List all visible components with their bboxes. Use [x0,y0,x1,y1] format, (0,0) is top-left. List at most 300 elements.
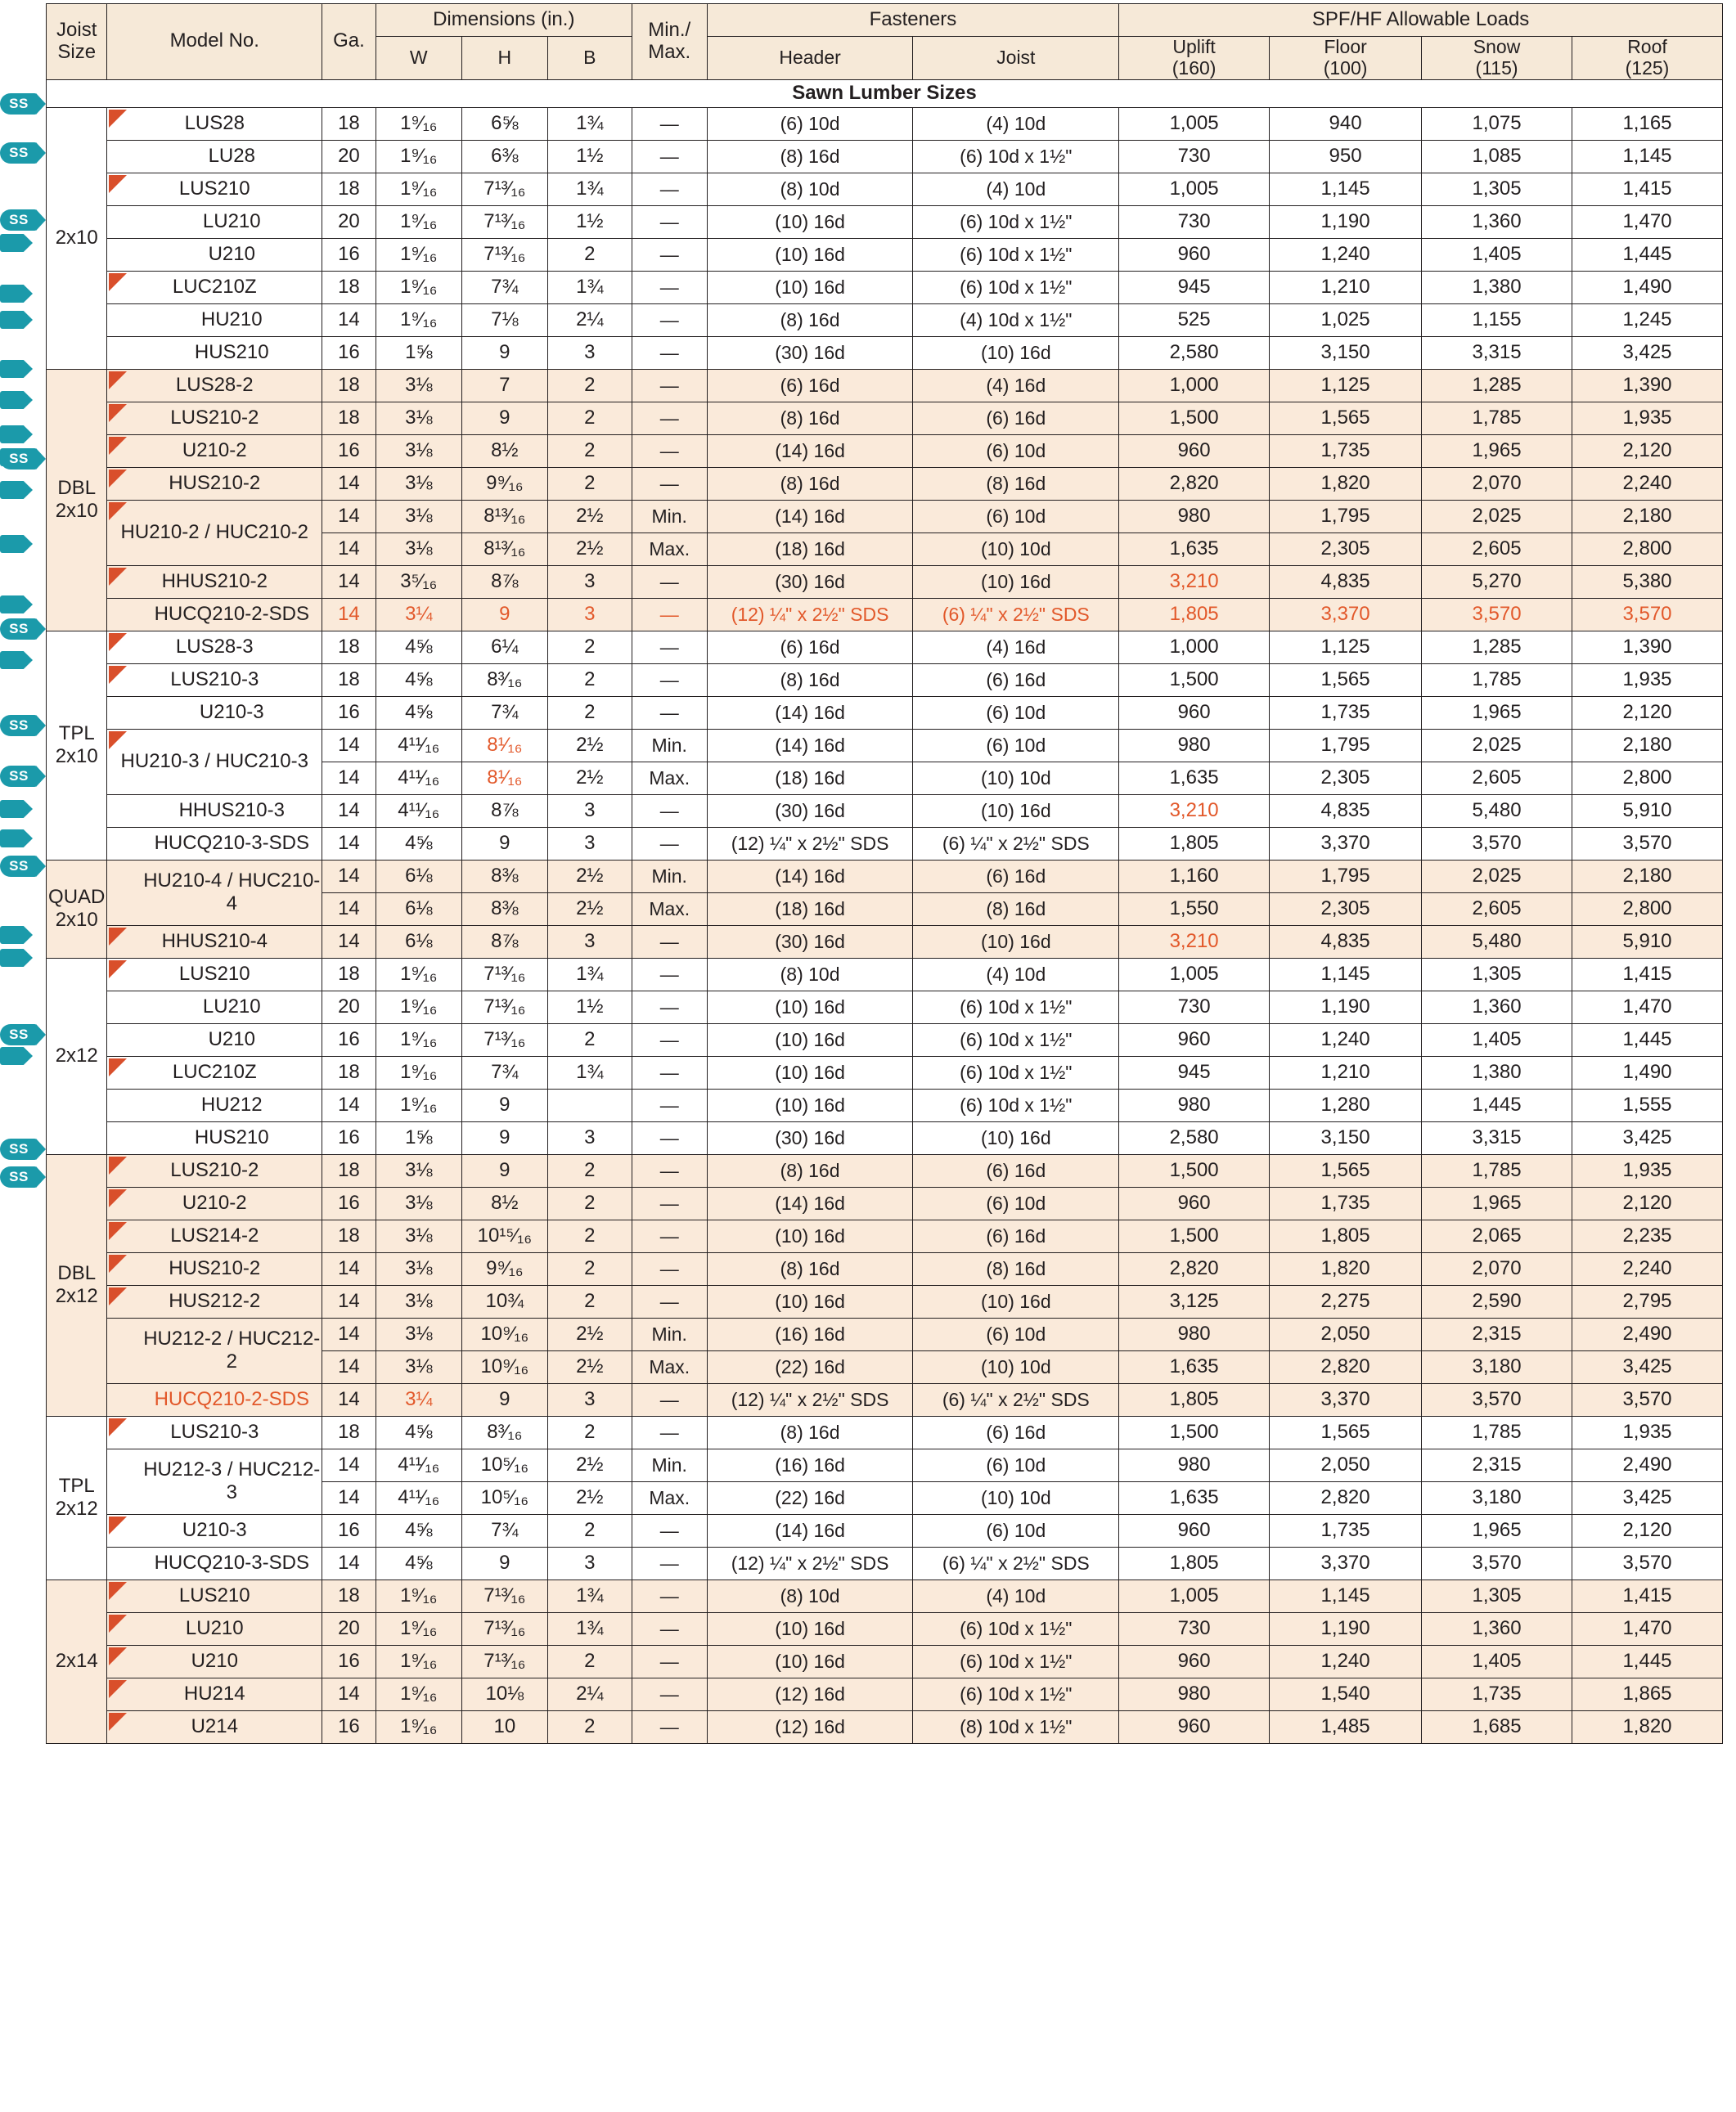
load-roof-cell: 1,470 [1572,1612,1722,1645]
dim-b-cell: 2½ [547,892,632,925]
load-uplift-cell: 730 [1119,140,1270,173]
dim-b-cell: 3 [547,1547,632,1580]
load-roof-cell: 2,235 [1572,1220,1722,1252]
table-row [47,1121,1723,1154]
load-roof-cell: 1,935 [1572,1154,1722,1187]
min-max-cell: — [632,696,707,729]
section-title: Sawn Lumber Sizes [47,79,1723,107]
min-max-cell: Min. [632,1318,707,1350]
model-no-cell[interactable]: U210-3 [107,696,322,729]
model-no-cell[interactable]: LU28 [107,140,322,173]
load-roof-cell: 1,935 [1572,1416,1722,1449]
min-max-cell: — [632,1220,707,1252]
load-snow-cell: 1,360 [1422,1612,1572,1645]
dim-h-cell: 9 [461,1383,547,1416]
model-no-cell[interactable]: HU212 [107,1089,322,1121]
dim-h-cell: 8⅜ [461,892,547,925]
min-max-cell: Min. [632,860,707,892]
load-floor-cell: 1,190 [1270,991,1422,1023]
model-no-cell[interactable]: HU210 [107,303,322,336]
model-no-cell[interactable]: LUS28-3 [107,631,322,663]
load-floor-cell: 1,795 [1270,860,1422,892]
load-floor-cell: 4,835 [1270,565,1422,598]
model-no-cell[interactable]: U210 [107,1645,322,1678]
min-max-cell: — [632,434,707,467]
min-max-cell: — [632,1580,707,1612]
model-no-cell[interactable]: U210-3 [107,1514,322,1547]
dim-h-cell: 7⅛ [461,303,547,336]
header-dimensions: Dimensions (in.) [376,4,632,37]
model-no-cell[interactable]: HHUS210-2 [107,565,322,598]
load-snow-cell: 3,570 [1422,1383,1572,1416]
header-floor: Floor (100) [1270,37,1422,80]
fastener-header-cell: (6) 16d [707,631,913,663]
dim-w-cell: 1⁹⁄₁₆ [376,1056,461,1089]
dim-w-cell: 3⁵⁄₁₆ [376,565,461,598]
table-row [47,1449,1723,1481]
load-uplift-cell: 525 [1119,303,1270,336]
model-no-cell[interactable]: U210-2 [107,434,322,467]
dim-b-cell: 2 [547,402,632,434]
load-snow-cell: 3,180 [1422,1481,1572,1514]
model-no-cell[interactable]: LUC210Z [107,271,322,303]
header-joist-size-label: Joist Size [56,18,97,63]
header-ga: Ga. [322,4,376,80]
load-snow-cell: 5,480 [1422,794,1572,827]
table-row [47,1547,1723,1580]
load-floor-cell: 950 [1270,140,1422,173]
table-body [47,79,1723,1743]
header-row-1 [47,4,1723,37]
model-no-cell[interactable]: HU214 [107,1678,322,1710]
dim-w-cell: 1⁹⁄₁₆ [376,1580,461,1612]
model-no-cell[interactable]: HUCQ210-3-SDS [107,1547,322,1580]
model-no-cell[interactable]: U210 [107,1023,322,1056]
load-roof-cell: 1,470 [1572,991,1722,1023]
load-roof-cell: 3,570 [1572,1547,1722,1580]
dim-h-cell: 7¹³⁄₁₆ [461,1023,547,1056]
load-uplift-cell: 960 [1119,1710,1270,1743]
load-uplift-cell: 1,550 [1119,892,1270,925]
header-uplift: Uplift (160) [1119,37,1270,80]
dim-h-cell: 7¹³⁄₁₆ [461,958,547,991]
dim-h-cell: 10⁹⁄₁₆ [461,1318,547,1350]
min-max-cell: — [632,1612,707,1645]
dim-h-cell: 7¾ [461,271,547,303]
fastener-joist-cell: (6) 16d [913,1416,1119,1449]
ga-cell: 18 [322,402,376,434]
ga-cell: 18 [322,1220,376,1252]
dim-h-cell: 10⅛ [461,1678,547,1710]
dim-w-cell: 3¼ [376,1383,461,1416]
table-row [47,631,1723,663]
ga-cell: 14 [322,1252,376,1285]
load-uplift-cell: 1,805 [1119,827,1270,860]
load-floor-cell: 1,240 [1270,238,1422,271]
table-row [47,991,1723,1023]
dim-b-cell: 2½ [547,729,632,762]
fastener-header-cell: (10) 16d [707,205,913,238]
fastener-header-cell: (14) 16d [707,1514,913,1547]
model-no-cell[interactable]: LUS210-2 [107,402,322,434]
load-snow-cell: 2,070 [1422,1252,1572,1285]
load-roof-cell: 2,180 [1572,860,1722,892]
dim-b-cell: 2 [547,434,632,467]
fastener-header-cell: (8) 16d [707,467,913,500]
load-uplift-cell: 1,500 [1119,1416,1270,1449]
stainless-steel-badge: SS [0,209,38,231]
ga-cell: 16 [322,238,376,271]
dim-b-cell: 2 [547,1710,632,1743]
dim-b-cell: 1¾ [547,271,632,303]
load-uplift-cell: 1,500 [1119,1220,1270,1252]
dim-b-cell: 3 [547,794,632,827]
table-row [47,1252,1723,1285]
stainless-steel-badge: SS [0,1139,38,1160]
stainless-steel-badge: SS [0,766,38,787]
load-snow-cell: 2,025 [1422,860,1572,892]
dim-b-cell: 2 [547,1220,632,1252]
min-max-cell: — [632,1252,707,1285]
dim-b-cell: 2 [547,369,632,402]
dim-w-cell: 3⅛ [376,1350,461,1383]
model-no-cell[interactable]: LUS210 [107,1580,322,1612]
ga-cell: 18 [322,958,376,991]
load-roof-cell: 2,240 [1572,467,1722,500]
table-row [47,1710,1723,1743]
load-snow-cell: 2,590 [1422,1285,1572,1318]
table-row [47,1612,1723,1645]
dim-h-cell: 10¾ [461,1285,547,1318]
load-snow-cell: 3,570 [1422,1547,1572,1580]
dim-h-cell: 7¹³⁄₁₆ [461,1645,547,1678]
model-no-cell[interactable]: HUS212-2 [107,1285,322,1318]
dim-h-cell: 8⅞ [461,925,547,958]
stainless-steel-badge: SS [0,448,38,470]
load-roof-cell: 5,910 [1572,794,1722,827]
model-no-cell[interactable]: HU210-3 / HUC210-3 [107,729,322,794]
load-roof-cell: 1,415 [1572,173,1722,205]
fastener-header-cell: (10) 16d [707,991,913,1023]
load-uplift-cell: 960 [1119,1645,1270,1678]
dim-b-cell: 2½ [547,1481,632,1514]
load-floor-cell: 1,820 [1270,467,1422,500]
load-floor-cell: 1,735 [1270,1514,1422,1547]
load-snow-cell: 1,155 [1422,303,1572,336]
min-max-cell: — [632,1547,707,1580]
callout-arrow-icon [0,481,33,499]
model-no-cell[interactable]: HHUS210-3 [107,794,322,827]
dim-b-cell: 2 [547,696,632,729]
dim-h-cell: 7¹³⁄₁₆ [461,205,547,238]
table-header [47,4,1723,80]
load-roof-cell: 3,570 [1572,827,1722,860]
fastener-joist-cell: (10) 16d [913,925,1119,958]
load-uplift-cell: 730 [1119,991,1270,1023]
min-max-cell: — [632,925,707,958]
fastener-joist-cell: (10) 10d [913,532,1119,565]
load-roof-cell: 2,180 [1572,500,1722,532]
model-no-cell[interactable]: HU212-2 / HUC212-2 [107,1318,322,1383]
load-roof-cell: 1,935 [1572,402,1722,434]
fastener-header-cell: (30) 16d [707,794,913,827]
load-roof-cell: 1,165 [1572,107,1722,140]
load-snow-cell: 1,735 [1422,1678,1572,1710]
load-floor-cell: 1,145 [1270,173,1422,205]
load-roof-cell: 2,180 [1572,729,1722,762]
load-roof-cell: 1,390 [1572,631,1722,663]
model-no-cell[interactable]: HU210-2 / HUC210-2 [107,500,322,565]
dim-b-cell: 2½ [547,1350,632,1383]
model-no-cell[interactable]: U210 [107,238,322,271]
min-max-cell: — [632,1089,707,1121]
ga-cell: 18 [322,1416,376,1449]
dim-b-cell: 2 [547,1252,632,1285]
ga-cell: 14 [322,1350,376,1383]
dim-b-cell: 2½ [547,1318,632,1350]
dim-w-cell: 1⁹⁄₁₆ [376,1089,461,1121]
load-uplift-cell: 1,500 [1119,402,1270,434]
fastener-joist-cell: (6) ¼" x 2½" SDS [913,598,1119,631]
model-no-cell[interactable]: LUS210-2 [107,1154,322,1187]
model-no-cell[interactable]: LUS28-2 [107,369,322,402]
fastener-header-cell: (8) 10d [707,173,913,205]
model-no-cell[interactable]: U210-2 [107,1187,322,1220]
model-no-cell[interactable]: HU210-4 / HUC210-4 [107,860,322,925]
load-roof-cell: 1,445 [1572,1023,1722,1056]
min-max-cell: — [632,1285,707,1318]
fastener-joist-cell: (4) 10d [913,173,1119,205]
dim-w-cell: 3⅛ [376,1220,461,1252]
dim-b-cell: 3 [547,598,632,631]
dim-b-cell: 3 [547,565,632,598]
table-row [47,827,1723,860]
load-floor-cell: 2,305 [1270,892,1422,925]
load-snow-cell: 1,285 [1422,631,1572,663]
allowable-loads-table [46,3,1723,1744]
load-roof-cell: 1,490 [1572,271,1722,303]
fastener-joist-cell: (10) 16d [913,565,1119,598]
dim-h-cell: 9 [461,402,547,434]
min-max-cell: Max. [632,762,707,794]
model-no-cell[interactable]: LUS210 [107,173,322,205]
load-snow-cell: 1,685 [1422,1710,1572,1743]
dim-w-cell: 3⅛ [376,1252,461,1285]
dim-b-cell: 2 [547,1023,632,1056]
dim-b-cell: 2½ [547,1449,632,1481]
load-uplift-cell: 1,500 [1119,663,1270,696]
header-allowable-loads: SPF/HF Allowable Loads [1119,4,1723,37]
fastener-joist-cell: (4) 10d [913,107,1119,140]
ga-cell: 18 [322,369,376,402]
dim-w-cell: 1⁹⁄₁₆ [376,958,461,991]
model-no-cell[interactable]: HU212-3 / HUC212-3 [107,1449,322,1514]
load-floor-cell: 1,735 [1270,434,1422,467]
load-floor-cell: 2,305 [1270,762,1422,794]
dim-h-cell: 7¹³⁄₁₆ [461,1612,547,1645]
joist-size-cell: TPL 2x10 [47,631,107,860]
fastener-header-cell: (14) 16d [707,1187,913,1220]
load-floor-cell: 4,835 [1270,794,1422,827]
fastener-header-cell: (12) 16d [707,1678,913,1710]
load-snow-cell: 5,270 [1422,565,1572,598]
load-uplift-cell: 1,500 [1119,1154,1270,1187]
model-no-cell[interactable]: LUC210Z [107,1056,322,1089]
ga-cell: 18 [322,1056,376,1089]
ga-cell: 14 [322,598,376,631]
dim-w-cell: 4⅝ [376,663,461,696]
fastener-joist-cell: (4) 10d [913,958,1119,991]
fastener-joist-cell: (10) 10d [913,1481,1119,1514]
dim-w-cell: 3⅛ [376,1187,461,1220]
dim-w-cell: 3¼ [376,598,461,631]
dim-b-cell: 2¼ [547,303,632,336]
table-row [47,1514,1723,1547]
min-max-cell: — [632,271,707,303]
min-max-cell: — [632,565,707,598]
load-uplift-cell: 730 [1119,205,1270,238]
load-snow-cell: 2,605 [1422,532,1572,565]
load-roof-cell: 1,245 [1572,303,1722,336]
load-floor-cell: 1,485 [1270,1710,1422,1743]
dim-w-cell: 1⁹⁄₁₆ [376,1678,461,1710]
dim-w-cell: 1⁹⁄₁₆ [376,991,461,1023]
fastener-joist-cell: (6) 16d [913,1154,1119,1187]
header-joist-size [47,4,107,80]
model-no-cell[interactable]: HUCQ210-2-SDS [107,598,322,631]
load-floor-cell: 3,150 [1270,336,1422,369]
joist-size-cell: 2x14 [47,1580,107,1743]
dim-b-cell: 3 [547,1121,632,1154]
load-snow-cell: 1,965 [1422,1514,1572,1547]
ga-cell: 14 [322,925,376,958]
ga-cell: 16 [322,434,376,467]
model-no-cell[interactable]: LUS210-3 [107,663,322,696]
stainless-steel-badge: SS [0,856,38,877]
fastener-joist-cell: (10) 16d [913,1285,1119,1318]
load-uplift-cell: 980 [1119,1318,1270,1350]
load-snow-cell: 1,405 [1422,1645,1572,1678]
load-floor-cell: 940 [1270,107,1422,140]
dim-w-cell: 4⅝ [376,696,461,729]
table-row [47,107,1723,140]
table-row [47,1383,1723,1416]
model-no-cell[interactable]: HUS210-2 [107,467,322,500]
load-snow-cell: 1,445 [1422,1089,1572,1121]
dim-h-cell: 8½ [461,434,547,467]
load-floor-cell: 3,370 [1270,1383,1422,1416]
fastener-header-cell: (12) ¼" x 2½" SDS [707,827,913,860]
model-no-cell[interactable]: LU210 [107,991,322,1023]
header-h: H [461,37,547,80]
load-roof-cell: 3,570 [1572,1383,1722,1416]
min-max-cell: — [632,467,707,500]
dim-h-cell: 9 [461,827,547,860]
load-snow-cell: 2,315 [1422,1318,1572,1350]
header-w: W [376,37,461,80]
min-max-cell: Min. [632,500,707,532]
load-floor-cell: 2,820 [1270,1481,1422,1514]
load-roof-cell: 2,120 [1572,1187,1722,1220]
load-snow-cell: 1,785 [1422,1416,1572,1449]
load-uplift-cell: 1,635 [1119,762,1270,794]
load-uplift-cell: 980 [1119,500,1270,532]
model-no-cell[interactable]: HUCQ210-2-SDS [107,1383,322,1416]
model-no-cell[interactable]: LU210 [107,205,322,238]
fastener-joist-cell: (6) 10d [913,729,1119,762]
ga-cell: 14 [322,762,376,794]
load-snow-cell: 1,785 [1422,402,1572,434]
load-uplift-cell: 2,820 [1119,1252,1270,1285]
dim-b-cell: 3 [547,925,632,958]
model-no-cell[interactable]: HHUS210-4 [107,925,322,958]
fastener-header-cell: (12) 16d [707,1710,913,1743]
load-uplift-cell: 1,000 [1119,631,1270,663]
model-no-cell[interactable]: U214 [107,1710,322,1743]
dim-w-cell: 1⁹⁄₁₆ [376,173,461,205]
table-row [47,696,1723,729]
model-no-cell[interactable]: HUCQ210-3-SDS [107,827,322,860]
min-max-cell: Min. [632,729,707,762]
dim-w-cell: 3⅛ [376,500,461,532]
dim-h-cell: 7¹³⁄₁₆ [461,991,547,1023]
min-max-cell: — [632,1416,707,1449]
dim-w-cell: 1⁹⁄₁₆ [376,205,461,238]
dim-h-cell: 10¹⁵⁄₁₆ [461,1220,547,1252]
callout-arrow-icon [0,800,33,818]
dim-w-cell: 3⅛ [376,1318,461,1350]
stainless-steel-badge: SS [0,1166,38,1188]
ga-cell: 14 [322,794,376,827]
table-row [47,173,1723,205]
callout-arrow-icon [0,234,33,252]
load-snow-cell: 1,785 [1422,1154,1572,1187]
min-max-cell: — [632,1187,707,1220]
ga-cell: 14 [322,1678,376,1710]
ga-cell: 14 [322,1089,376,1121]
fastener-header-cell: (8) 10d [707,1580,913,1612]
joist-size-cell: DBL 2x12 [47,1154,107,1416]
model-no-cell[interactable]: HUS210 [107,1121,322,1154]
fastener-header-cell: (10) 16d [707,238,913,271]
load-floor-cell: 1,565 [1270,402,1422,434]
load-roof-cell: 2,800 [1572,762,1722,794]
fastener-header-cell: (30) 16d [707,565,913,598]
dim-b-cell: 2 [547,238,632,271]
model-no-cell[interactable]: LUS210-3 [107,1416,322,1449]
model-no-cell[interactable]: LUS214-2 [107,1220,322,1252]
dim-b-cell: 1¾ [547,958,632,991]
fastener-joist-cell: (10) 16d [913,1121,1119,1154]
load-roof-cell: 1,935 [1572,663,1722,696]
min-max-cell: — [632,1121,707,1154]
load-floor-cell: 3,370 [1270,827,1422,860]
fastener-header-cell: (14) 16d [707,500,913,532]
ga-cell: 14 [322,1285,376,1318]
model-no-cell[interactable]: LUS28 [107,107,322,140]
load-uplift-cell: 3,125 [1119,1285,1270,1318]
callout-arrow-icon [0,926,33,944]
load-snow-cell: 1,305 [1422,1580,1572,1612]
model-no-cell[interactable]: HUS210 [107,336,322,369]
ga-cell: 14 [322,1449,376,1481]
model-no-cell[interactable]: LUS210 [107,958,322,991]
ga-cell: 16 [322,1187,376,1220]
model-no-cell[interactable]: HUS210-2 [107,1252,322,1285]
model-no-cell[interactable]: LU210 [107,1612,322,1645]
callout-arrow-icon [0,535,33,553]
load-uplift-cell: 960 [1119,696,1270,729]
